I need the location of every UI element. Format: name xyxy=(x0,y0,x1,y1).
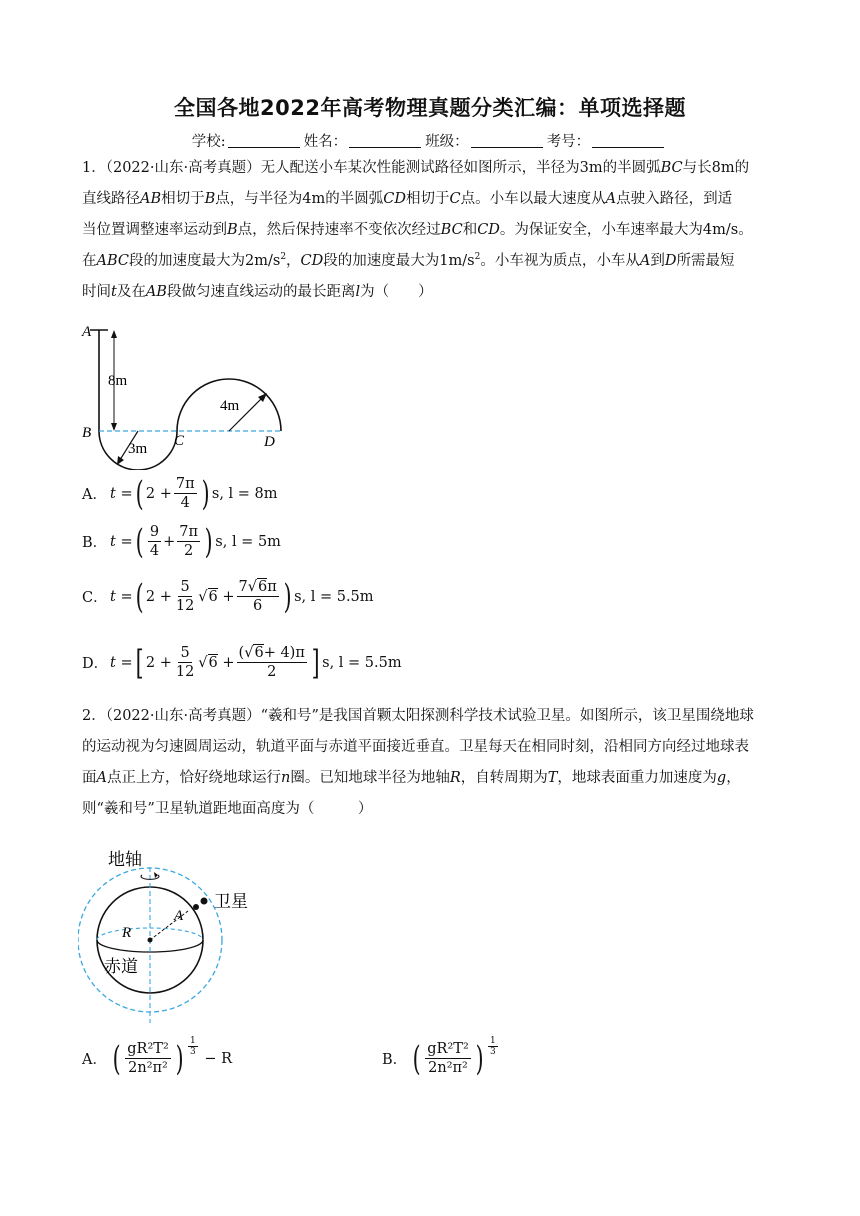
rotation-arrowhead xyxy=(154,872,158,878)
name-label: 姓名： xyxy=(303,134,348,150)
point-a-label: A xyxy=(174,908,184,924)
question-1-text: 1．（2022·山东·高考真题）无人配送小车某次性能测试路径如图所示，半径为3m的半圆弧BC与长8m的 直线路径AB相切于B点，与半径为4m的半圆弧CD相切于C点。小车以最大速度从A点驶入路径，到适 当位置调整速率运动到B点，然后保持速率不变依次经过BC和CD。为保证安全，小车速率最大为4m/s。 在ABC段的加速度最大为$2m/s^2$，CD段的加速度最大为$1m/s^2$。小车视为质点，小车从A到D所需最短 时间t及在AB段做匀速直线运动的最长距离l为（ ） xyxy=(82,160,753,300)
satellite-dot xyxy=(201,898,208,905)
label-4m: 4m xyxy=(220,398,240,414)
q2-option-b[interactable]: B． ( $\frac{\text{gR²T²}}{\text{2n²π²}}$ ) $\frac{1}{3}$ xyxy=(382,1036,496,1079)
q1-option-b[interactable]: B． t = ( $\frac{9}{4}$ + $\frac{7\pi}{2}$ ) s, l = 5m xyxy=(82,521,281,562)
center-dot xyxy=(148,938,153,943)
ab-dim-arrow-bottom xyxy=(111,423,117,431)
class-label: 班级： xyxy=(425,134,469,150)
exam-no-blank[interactable] xyxy=(592,135,664,148)
label-D: D xyxy=(264,434,275,450)
r-small-arrowhead xyxy=(117,456,124,465)
student-info-row xyxy=(0,130,860,151)
axis-label: 地轴 xyxy=(108,850,142,869)
school-blank[interactable] xyxy=(228,135,300,148)
question-2-text: 2．（2022·山东·高考真题）“羲和号”是我国首颗太阳探测科学技术试验卫星。如图所示，该卫星围绕地球 的运动视为匀速圆周运动，轨道平面与赤道平面接近垂直。卫星每天在相同时刻，沿相同方向经过地球表 面A点正上方，恰好绕地球运行n圈。已知地球半径为地轴R，自转周期为T，地球表面重力加速度为g， 则“羲和号”卫星轨道距地面高度为（ ） xyxy=(82,708,754,817)
label-8m: 8m xyxy=(108,373,128,389)
school-label: 学校: xyxy=(191,134,226,150)
label-B: B xyxy=(82,425,92,441)
satellite-label: 卫星 xyxy=(214,892,248,911)
ab-dim-arrow-top xyxy=(111,330,117,338)
point-a-dot xyxy=(193,904,199,910)
radius-label: R xyxy=(122,925,132,941)
exam-no-label: 考号： xyxy=(546,134,591,150)
name-blank[interactable] xyxy=(349,135,421,148)
label-C: C xyxy=(174,433,185,449)
q1-option-d[interactable]: D． t = [ 2 + $\frac{5}{12}$ √ 6 + $\frac{(√6+ 4)\pi}{2}$ ] s, l = 5.5m xyxy=(82,642,402,683)
q2-option-a[interactable]: A． ( $\frac{\text{gR²T²}}{\text{2n²π²}}$ ) $\frac{1}{3}$ − R xyxy=(82,1036,233,1079)
q1-option-c[interactable]: C． t = ( 2 + $\frac{5}{12}$ √ 6 + $\frac{7√6\pi}{6}$ ) s, l = 5.5m xyxy=(82,576,374,617)
question-2-figure xyxy=(78,845,268,1025)
equator-label: 赤道 xyxy=(104,957,138,976)
class-blank[interactable] xyxy=(471,135,543,148)
q1-option-a[interactable]: A． t = ( 2 + $\frac{7\pi}{4}$ ) s, l = 8m xyxy=(82,473,278,514)
label-3m: 3m xyxy=(128,441,148,457)
page-title: 全国各地2022年高考物理真题分类汇编：单项选择题 xyxy=(174,96,686,120)
label-A: A xyxy=(82,324,92,340)
question-1-figure xyxy=(78,318,288,470)
